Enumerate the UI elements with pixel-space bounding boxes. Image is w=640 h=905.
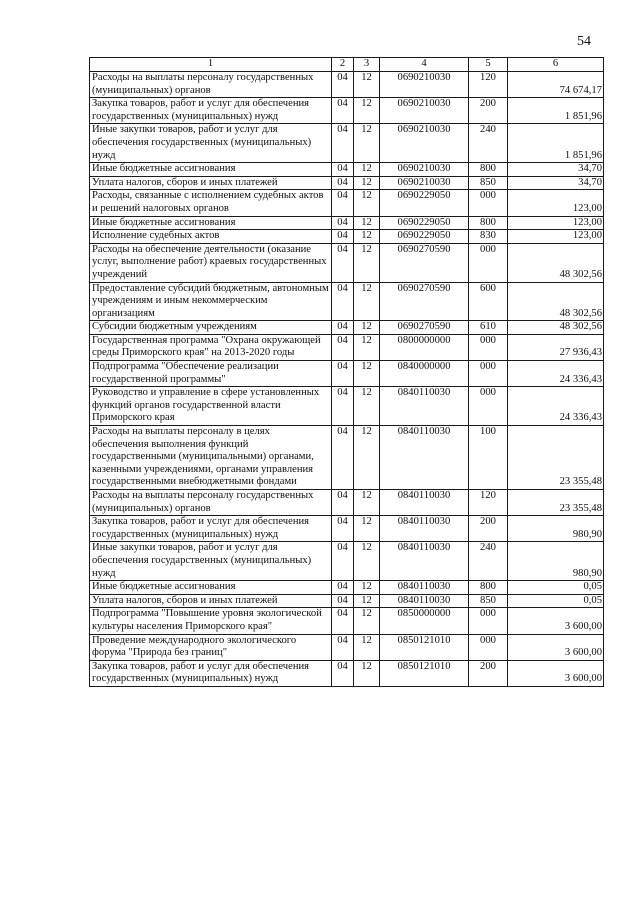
table-row <box>90 490 604 516</box>
row-name-cell: Предоставление субсидий бюджетным, автономным учреждениям и иным некоммерческим организациям <box>90 282 332 321</box>
row-subsection-cell: 12 <box>354 387 380 426</box>
row-name-cell: Иные бюджетные ассигнования <box>90 216 332 230</box>
row-target-code-cell: 0840110030 <box>380 387 469 426</box>
table-row <box>90 542 604 581</box>
row-section-cell: 04 <box>332 243 354 282</box>
row-subsection-cell: 12 <box>354 660 380 686</box>
row-name-cell: Уплата налогов, сборов и иных платежей <box>90 594 332 608</box>
row-expense-type-cell: 000 <box>469 334 508 360</box>
table-row <box>90 426 604 490</box>
row-section-cell: 04 <box>332 98 354 124</box>
column-header-1: 1 <box>90 58 332 72</box>
table-row <box>90 282 604 321</box>
row-subsection-cell: 12 <box>354 542 380 581</box>
table-row <box>90 387 604 426</box>
row-name-cell: Уплата налогов, сборов и иных платежей <box>90 176 332 190</box>
table-row <box>90 321 604 335</box>
row-expense-type-cell: 120 <box>469 72 508 98</box>
row-target-code-cell: 0690210030 <box>380 163 469 177</box>
row-name-cell: Государственная программа "Охрана окружающей среды Приморского края" на 2013-2020 годы <box>90 334 332 360</box>
table-row <box>90 660 604 686</box>
row-name-cell: Подпрограмма "Повышение уровня экологической культуры населения Приморского края" <box>90 608 332 634</box>
row-amount-cell: 1 851,96 <box>508 124 604 163</box>
row-expense-type-cell: 200 <box>469 516 508 542</box>
row-target-code-cell: 0850121010 <box>380 634 469 660</box>
row-name-cell: Субсидии бюджетным учреждениям <box>90 321 332 335</box>
row-amount-cell: 0,05 <box>508 594 604 608</box>
row-target-code-cell: 0840110030 <box>380 516 469 542</box>
row-target-code-cell: 0690229050 <box>380 190 469 216</box>
row-subsection-cell: 12 <box>354 190 380 216</box>
table-row <box>90 190 604 216</box>
row-subsection-cell: 12 <box>354 72 380 98</box>
row-section-cell: 04 <box>332 334 354 360</box>
table-row <box>90 124 604 163</box>
row-amount-cell: 123,00 <box>508 216 604 230</box>
row-name-cell: Иные закупки товаров, работ и услуг для обеспечения государственных (муниципальных) нужд <box>90 542 332 581</box>
row-name-cell: Расходы на выплаты персоналу государственных (муниципальных) органов <box>90 72 332 98</box>
row-expense-type-cell: 000 <box>469 190 508 216</box>
row-expense-type-cell: 100 <box>469 426 508 490</box>
row-expense-type-cell: 800 <box>469 163 508 177</box>
row-expense-type-cell: 850 <box>469 594 508 608</box>
row-expense-type-cell: 600 <box>469 282 508 321</box>
row-name-cell: Закупка товаров, работ и услуг для обеспечения государственных (муниципальных) нужд <box>90 98 332 124</box>
row-amount-cell: 0,05 <box>508 581 604 595</box>
row-expense-type-cell: 000 <box>469 387 508 426</box>
row-amount-cell: 48 302,56 <box>508 321 604 335</box>
row-name-cell: Расходы на выплаты персоналу в целях обеспечения выполнения функций государственными (муниципальными) органами, казенными учреждениями, органами управления государственными внебюджетными фондами <box>90 426 332 490</box>
row-amount-cell: 980,90 <box>508 542 604 581</box>
row-amount-cell: 23 355,48 <box>508 490 604 516</box>
row-section-cell: 04 <box>332 216 354 230</box>
row-subsection-cell: 12 <box>354 230 380 244</box>
row-name-cell: Расходы, связанные с исполнением судебных актов и решений налоговых органов <box>90 190 332 216</box>
column-header-5: 5 <box>469 58 508 72</box>
row-target-code-cell: 0840000000 <box>380 361 469 387</box>
row-expense-type-cell: 610 <box>469 321 508 335</box>
row-target-code-cell: 0690229050 <box>380 216 469 230</box>
row-amount-cell: 123,00 <box>508 230 604 244</box>
row-expense-type-cell: 800 <box>469 216 508 230</box>
table-row <box>90 361 604 387</box>
row-name-cell: Подпрограмма "Обеспечение реализации государственной программы" <box>90 361 332 387</box>
row-section-cell: 04 <box>332 163 354 177</box>
row-subsection-cell: 12 <box>354 608 380 634</box>
row-target-code-cell: 0690210030 <box>380 124 469 163</box>
header-row <box>90 58 604 72</box>
row-target-code-cell: 0840110030 <box>380 542 469 581</box>
table-row <box>90 608 604 634</box>
row-expense-type-cell: 000 <box>469 634 508 660</box>
row-section-cell: 04 <box>332 660 354 686</box>
row-section-cell: 04 <box>332 361 354 387</box>
row-subsection-cell: 12 <box>354 516 380 542</box>
row-subsection-cell: 12 <box>354 426 380 490</box>
table-row <box>90 216 604 230</box>
budget-table <box>89 57 604 687</box>
row-amount-cell: 48 302,56 <box>508 243 604 282</box>
row-expense-type-cell: 240 <box>469 124 508 163</box>
table-row <box>90 72 604 98</box>
row-section-cell: 04 <box>332 516 354 542</box>
table-row <box>90 163 604 177</box>
row-name-cell: Иные бюджетные ассигнования <box>90 581 332 595</box>
row-target-code-cell: 0840110030 <box>380 581 469 595</box>
row-target-code-cell: 0850000000 <box>380 608 469 634</box>
row-target-code-cell: 0690229050 <box>380 230 469 244</box>
row-amount-cell: 3 600,00 <box>508 660 604 686</box>
row-subsection-cell: 12 <box>354 581 380 595</box>
row-section-cell: 04 <box>332 594 354 608</box>
row-target-code-cell: 0690270590 <box>380 243 469 282</box>
row-name-cell: Руководство и управление в сфере установленных функций органов государственной власти Приморского края <box>90 387 332 426</box>
row-section-cell: 04 <box>332 542 354 581</box>
row-subsection-cell: 12 <box>354 243 380 282</box>
row-subsection-cell: 12 <box>354 321 380 335</box>
row-target-code-cell: 0840110030 <box>380 490 469 516</box>
row-expense-type-cell: 800 <box>469 581 508 595</box>
row-amount-cell: 123,00 <box>508 190 604 216</box>
row-amount-cell: 23 355,48 <box>508 426 604 490</box>
row-expense-type-cell: 830 <box>469 230 508 244</box>
row-target-code-cell: 0690270590 <box>380 282 469 321</box>
row-target-code-cell: 0690210030 <box>380 176 469 190</box>
row-expense-type-cell: 000 <box>469 361 508 387</box>
row-target-code-cell: 0690270590 <box>380 321 469 335</box>
row-subsection-cell: 12 <box>354 216 380 230</box>
row-section-cell: 04 <box>332 190 354 216</box>
row-expense-type-cell: 120 <box>469 490 508 516</box>
row-subsection-cell: 12 <box>354 163 380 177</box>
row-amount-cell: 3 600,00 <box>508 634 604 660</box>
row-name-cell: Иные бюджетные ассигнования <box>90 163 332 177</box>
row-subsection-cell: 12 <box>354 124 380 163</box>
row-amount-cell: 1 851,96 <box>508 98 604 124</box>
row-expense-type-cell: 850 <box>469 176 508 190</box>
row-subsection-cell: 12 <box>354 282 380 321</box>
table-row <box>90 634 604 660</box>
row-section-cell: 04 <box>332 124 354 163</box>
column-header-3: 3 <box>354 58 380 72</box>
row-name-cell: Иные закупки товаров, работ и услуг для обеспечения государственных (муниципальных) нужд <box>90 124 332 163</box>
table-row <box>90 594 604 608</box>
row-subsection-cell: 12 <box>354 634 380 660</box>
row-subsection-cell: 12 <box>354 490 380 516</box>
table-row <box>90 243 604 282</box>
row-section-cell: 04 <box>332 490 354 516</box>
row-amount-cell: 980,90 <box>508 516 604 542</box>
row-section-cell: 04 <box>332 230 354 244</box>
row-subsection-cell: 12 <box>354 98 380 124</box>
row-name-cell: Проведение международного экологического форума "Природа без границ" <box>90 634 332 660</box>
row-section-cell: 04 <box>332 387 354 426</box>
row-name-cell: Исполнение судебных актов <box>90 230 332 244</box>
row-target-code-cell: 0840110030 <box>380 594 469 608</box>
row-subsection-cell: 12 <box>354 334 380 360</box>
row-section-cell: 04 <box>332 426 354 490</box>
row-expense-type-cell: 200 <box>469 98 508 124</box>
row-target-code-cell: 0850121010 <box>380 660 469 686</box>
row-amount-cell: 48 302,56 <box>508 282 604 321</box>
column-header-4: 4 <box>380 58 469 72</box>
row-expense-type-cell: 000 <box>469 608 508 634</box>
row-expense-type-cell: 200 <box>469 660 508 686</box>
row-section-cell: 04 <box>332 608 354 634</box>
row-amount-cell: 34,70 <box>508 163 604 177</box>
page-number: 54 <box>577 34 591 49</box>
row-amount-cell: 74 674,17 <box>508 72 604 98</box>
row-subsection-cell: 12 <box>354 361 380 387</box>
row-section-cell: 04 <box>332 282 354 321</box>
row-name-cell: Закупка товаров, работ и услуг для обеспечения государственных (муниципальных) нужд <box>90 660 332 686</box>
row-target-code-cell: 0840110030 <box>380 426 469 490</box>
row-subsection-cell: 12 <box>354 594 380 608</box>
row-expense-type-cell: 000 <box>469 243 508 282</box>
table-row <box>90 98 604 124</box>
column-header-6: 6 <box>508 58 604 72</box>
row-amount-cell: 34,70 <box>508 176 604 190</box>
row-section-cell: 04 <box>332 634 354 660</box>
row-name-cell: Закупка товаров, работ и услуг для обеспечения государственных (муниципальных) нужд <box>90 516 332 542</box>
row-amount-cell: 3 600,00 <box>508 608 604 634</box>
row-name-cell: Расходы на выплаты персоналу государственных (муниципальных) органов <box>90 490 332 516</box>
row-target-code-cell: 0690210030 <box>380 98 469 124</box>
row-expense-type-cell: 240 <box>469 542 508 581</box>
row-amount-cell: 24 336,43 <box>508 361 604 387</box>
row-section-cell: 04 <box>332 581 354 595</box>
row-section-cell: 04 <box>332 176 354 190</box>
row-target-code-cell: 0690210030 <box>380 72 469 98</box>
row-section-cell: 04 <box>332 321 354 335</box>
row-subsection-cell: 12 <box>354 176 380 190</box>
row-name-cell: Расходы на обеспечение деятельности (оказание услуг, выполнение работ) краевых государственных учреждений <box>90 243 332 282</box>
table-row <box>90 334 604 360</box>
row-amount-cell: 24 336,43 <box>508 387 604 426</box>
row-section-cell: 04 <box>332 72 354 98</box>
table-row <box>90 581 604 595</box>
row-amount-cell: 27 936,43 <box>508 334 604 360</box>
table-row <box>90 176 604 190</box>
column-header-2: 2 <box>332 58 354 72</box>
table-row <box>90 516 604 542</box>
row-target-code-cell: 0800000000 <box>380 334 469 360</box>
table-row <box>90 230 604 244</box>
